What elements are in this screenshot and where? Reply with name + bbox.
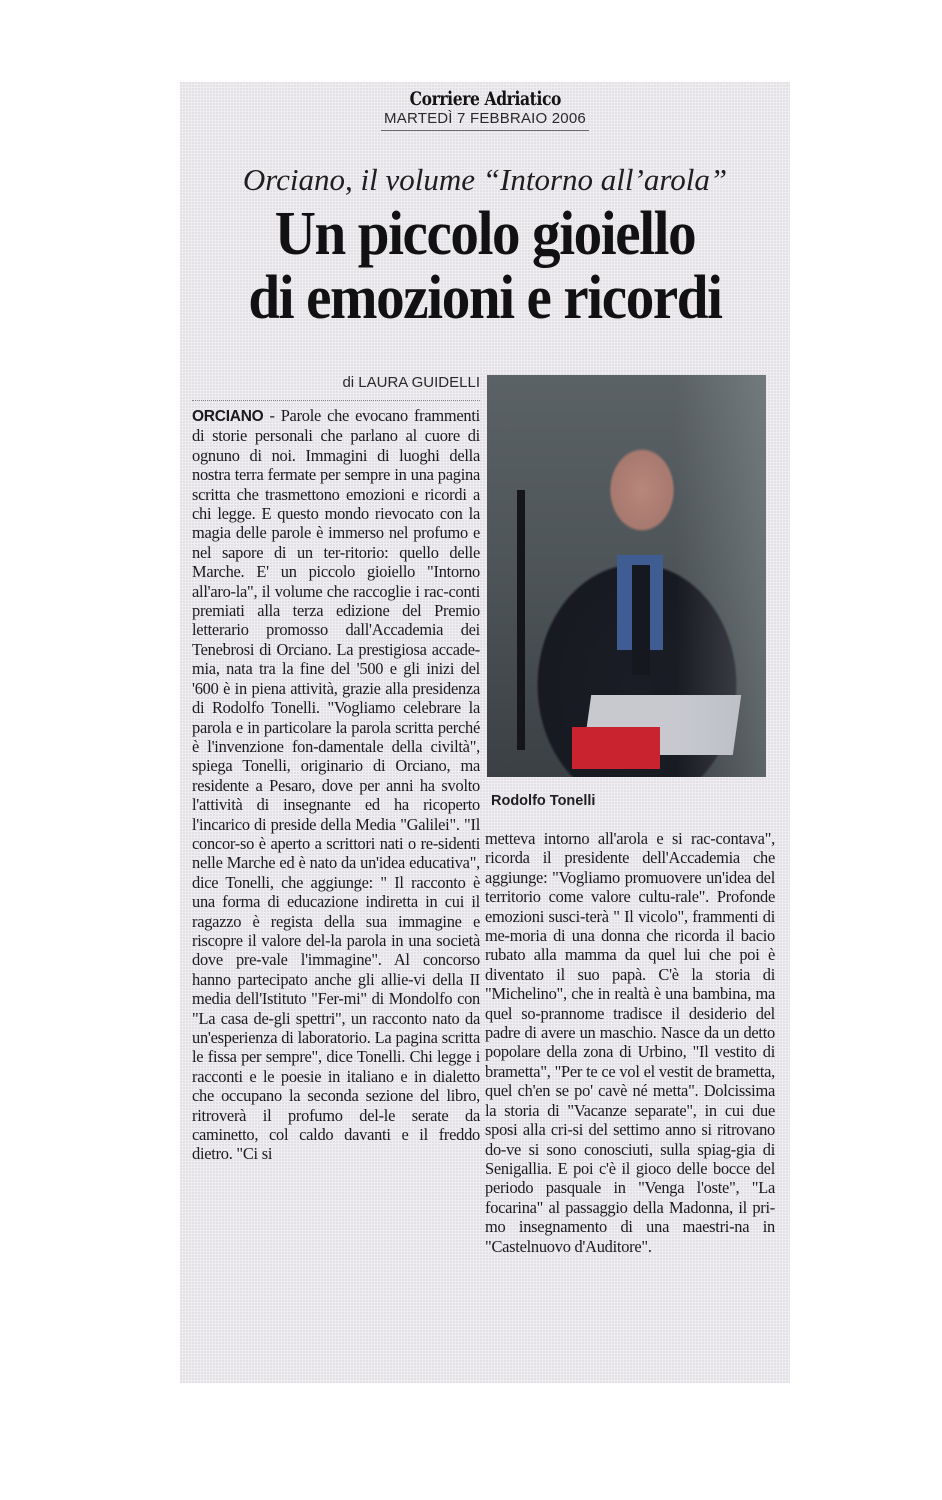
article-column-right: metteva intorno all'arola e si rac-contava", ricorda il presidente dell'Accademia che aggiunge: "Vogliamo promuovere un'idea del territorio come valore cultu-rale". Profonde emozioni susci-terà " Il vicolo", frammenti di me-moria di una donna che ricorda il bacio rubato alla mamma da quel lui che poi è diventato il suo papà. C'è la storia di "Michelino", che in realtà è una bambina, ma quel so-prannome tradisce il desiderio del padre di avere un maschio. Nasce da un detto popolare della zona di Urbino, "Il vestito di brametta", "Per te ce vol el vestit de brametta, quel ch'en se po' cavè né metta". Dolcissima la storia di "Vacanze separate", in cui due sposi alla cri-si del settimo anno si ritrovano do-ve si sono conosciuti, sulla spiag-gia di Senigallia. E poi c'è il gioco delle bocce del periodo pasquale in "Venga l'oste", "La focarina" al passaggio della Madonna, il pri-mo insegnamento di una maestri-na in "Castelnuovo d'Auditore". (485, 829, 775, 1256)
masthead (180, 88, 790, 131)
photo-caption: Rodolfo Tonelli (491, 793, 596, 809)
article-photo (487, 375, 766, 777)
photo-background-light (676, 375, 766, 777)
newspaper-clipping (180, 82, 790, 1383)
article-headline (180, 202, 790, 330)
headline-line-2: di emozioni e ricordi (248, 264, 722, 332)
photo-tie (632, 565, 650, 675)
dateline: ORCIANO (192, 408, 264, 425)
article-column-left (192, 406, 480, 1164)
newspaper-name: Corriere Adriatico (409, 88, 561, 110)
article-kicker: Orciano, il volume “Intorno all’arola” (242, 162, 728, 197)
photo-red-box (572, 727, 660, 769)
microphone-stand (517, 490, 525, 750)
headline-line-1: Un piccolo gioiello (274, 200, 696, 268)
byline-divider (192, 400, 480, 401)
byline: di LAURA GUIDELLI (342, 374, 480, 391)
left-column-body: - Parole che evocano frammenti di storie personali che parlano al cuore di ognuno di noi. Immagini di luoghi della nostra terra fermate per sempre in una pagina scritta che trasmettono emozioni e ricordi a chi legge. E questo mondo rievocato con la magia delle parole è immerso nel profumo e nel sapore di un ter-ritorio: quello delle Marche. E' un piccolo gioiello "Intorno all'aro-la", il volume che raccoglie i rac-conti premiati alla terza edizione del Premio letterario promosso dall'Accademia dei Tenebrosi di Orciano. La prestigiosa accade-mia, nata tra la fine del '500 e gli inizi del '600 è in piena attività, grazie alla presidenza di Rodolfo Tonelli. "Vogliamo celebrare la parola e in particolare la parola scritta perché è l'invenzione fon-damentale della civiltà", spiega Tonelli, originario di Orciano, ma residente a Pesaro, dove per anni ha svolto l'attività di insegnante ed ha ricoperto l'incarico di preside della Media "Galilei". "Il concor-so è aperto a scrittori nati o re-sidenti nelle Marche ed è nato da un'idea educativa", dice Tonelli, che aggiunge: " Il racconto è una forma di educazione indiretta in cui il ragazzo è regista della sua immagine e riscopre il valore del-la parola in una società dove pre-vale l'immagine". Al concorso hanno partecipato anche gli allie-vi della II media dell'Istituto "Fer-mi" di Mondolfo con "La casa de-gli spettri", un racconto nato da un'esperienza di laboratorio. La pagina scritta le fissa per sempre", dice Tonelli. Chi legge i racconti e le poesie in italiano e in dialetto che occupano la seconda sezione del libro, ritroverà il profumo del-le serate da caminetto, col caldo davanti e il freddo dietro. "Ci si (192, 406, 480, 1164)
publication-date: MARTEDÌ 7 FEBBRAIO 2006 (384, 110, 586, 127)
